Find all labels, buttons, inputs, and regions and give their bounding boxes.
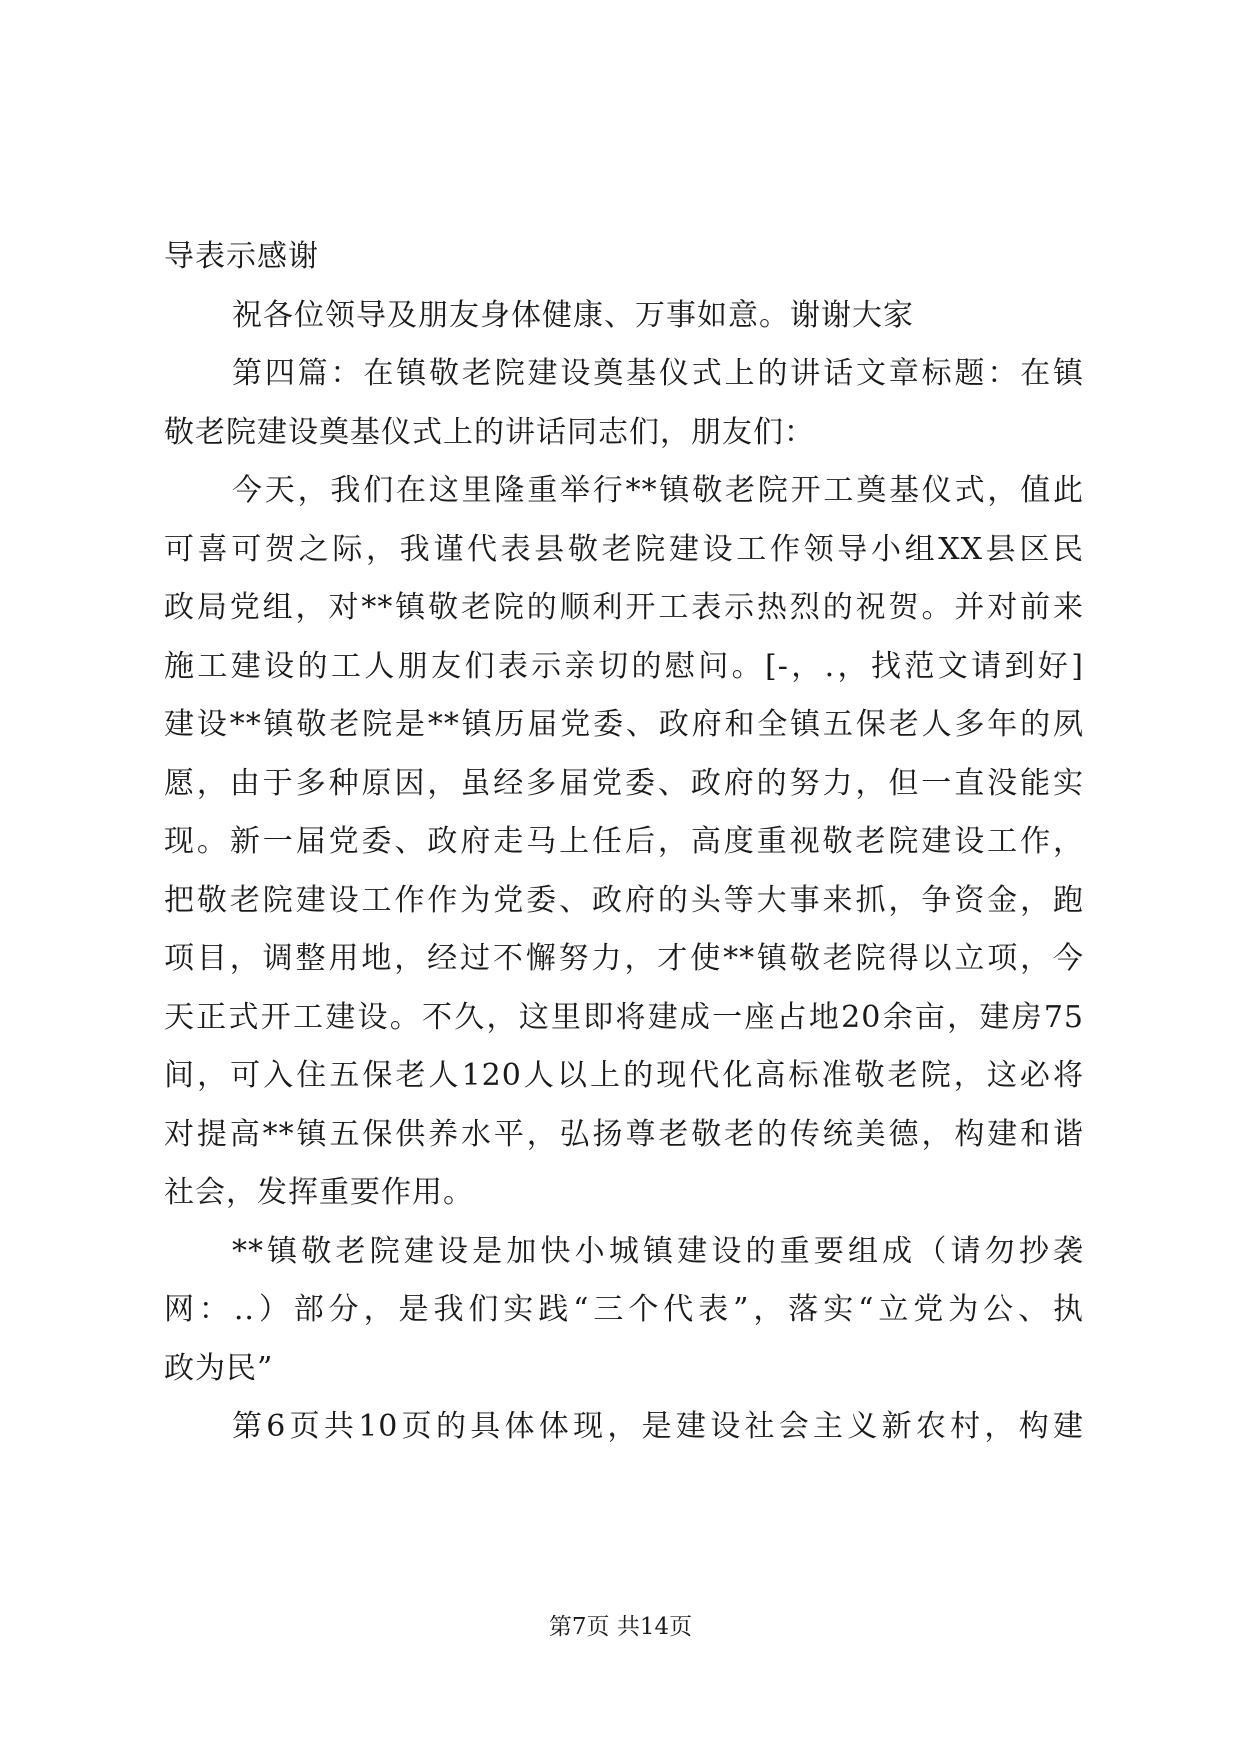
text-line: 导表示感谢 (164, 239, 319, 274)
text-line: **镇敬老院建设是加快小城镇建设的重要组成（请勿抄袭 (232, 1233, 1084, 1269)
text-line: 建设**镇敬老院是**镇历届党委、政府和全镇五保老人多年的夙 (164, 707, 1084, 742)
text-line: 第四篇：在镇敬老院建设奠基仪式上的讲话文章标题：在镇 (232, 356, 1084, 391)
text-line: 施工建设的工人朋友们表示亲切的慰问。[-，.，找范文请到好] (164, 648, 1084, 684)
text-line: 第6页共10页的具体体现，是建设社会主义新农村，构建 (232, 1409, 1084, 1444)
text-line: 政局党组，对**镇敬老院的顺利开工表示热烈的祝贺。并对前来 (164, 590, 1084, 625)
text-line: 愿，由于多种原因，虽经多届党委、政府的努力，但一直没能实 (164, 765, 1084, 801)
text-line: 现。新一届党委、政府走马上任后，高度重视敬老院建设工作， (164, 824, 1084, 859)
text-line: 祝各位领导及朋友身体健康、万事如意。谢谢大家 (232, 297, 914, 333)
page-footer: 第7页 共14页 (548, 1614, 693, 1640)
text-line: 间，可入住五保老人120人以上的现代化高标准敬老院，这必将 (164, 1058, 1084, 1093)
text-line: 把敬老院建设工作作为党委、政府的头等大事来抓，争资金，跑 (164, 882, 1084, 918)
text-line: 项目，调整用地，经过不懈努力，才使**镇敬老院得以立项，今 (164, 941, 1084, 976)
text-line: 今天，我们在这里隆重举行**镇敬老院开工奠基仪式，值此 (232, 473, 1084, 508)
text-line: 敬老院建设奠基仪式上的讲话同志们，朋友们： (164, 414, 815, 450)
text-line: 对提高**镇五保供养水平，弘扬尊老敬老的传统美德，构建和谐 (164, 1116, 1084, 1152)
text-line: 天正式开工建设。不久，这里即将建成一座占地20余亩，建房75 (164, 999, 1084, 1035)
text-line: 政为民” (164, 1350, 274, 1386)
document-body (164, 228, 1084, 1457)
text-line: 可喜可贺之际，我谨代表县敬老院建设工作领导小组XX县区民 (164, 531, 1084, 567)
text-line: 网：..）部分，是我们实践“三个代表”，落实“立党为公、执 (164, 1292, 1084, 1327)
text-line: 社会，发挥重要作用。 (164, 1175, 474, 1210)
